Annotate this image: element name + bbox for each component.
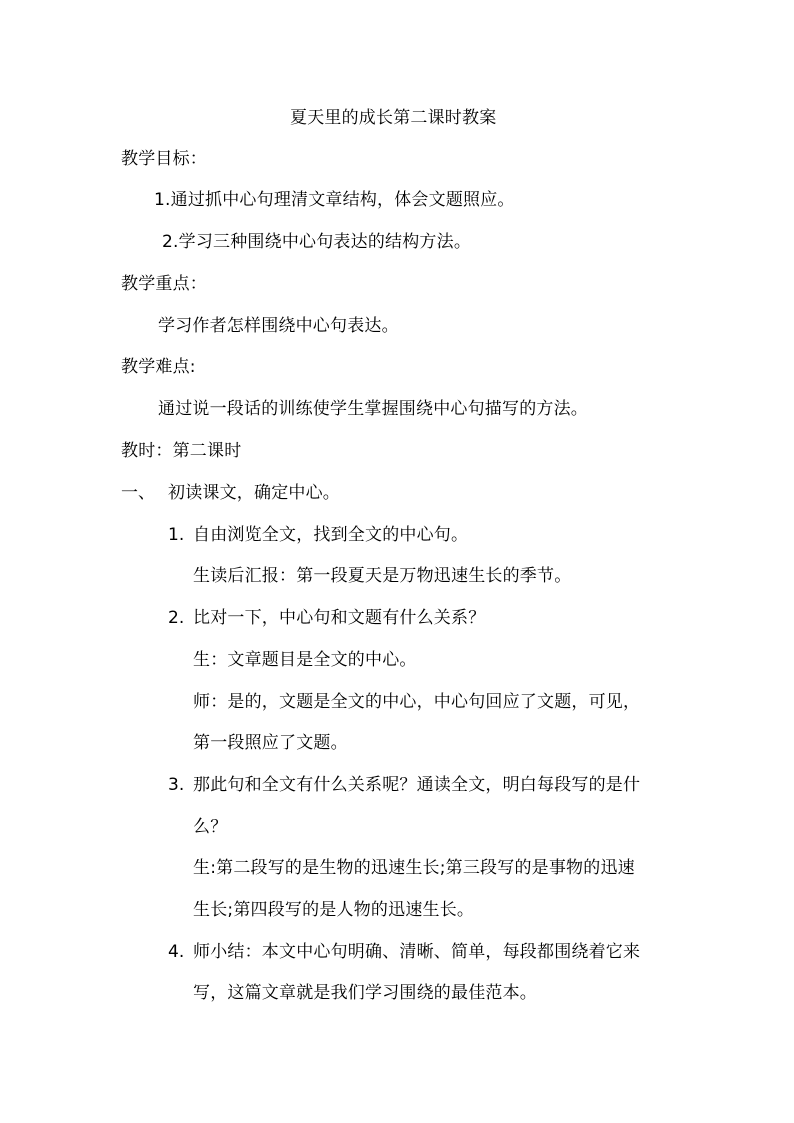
key-point-heading: 教学重点： [121,274,207,294]
list-item-line: 师：是的，文题是全文的中心，中心句回应了文题，可见， [193,692,641,712]
list-item-line: 写，这篇文章就是我们学习围绕的最佳范本。 [193,983,537,1003]
objectives-heading: 教学目标： [121,149,207,169]
objective-2: 2.学习三种围绕中心句表达的结构方法。 [162,232,472,252]
section-heading: 初读课文，确定中心。 [168,483,340,503]
key-point-text: 学习作者怎样围绕中心句表达。 [158,316,399,336]
list-item-line: 生长;第四段写的是人物的迅速生长。 [193,900,475,920]
list-item-line: 那此句和全文有什么关系呢？通读全文，明白每段写的是什 [193,775,641,795]
difficulty-heading: 教学难点: [121,357,196,377]
list-item-line: 比对一下，中心句和文题有什么关系？ [193,608,486,628]
list-item-line: 生读后汇报：第一段夏天是万物迅速生长的季节。 [193,566,572,586]
list-item-line: 师小结：本文中心句明确、清晰、简单，每段都围绕着它来 [193,942,641,962]
list-item-line: 自由浏览全文，找到全文的中心句。 [193,525,469,545]
list-item-line: 么？ [193,817,228,837]
list-item-line: 第一段照应了文题。 [193,733,348,753]
list-item-line: 生：文章题目是全文的中心。 [193,650,417,670]
list-item-number: 1. [168,525,185,545]
list-item-number: 3. [168,775,185,795]
list-item-number: 4. [168,942,185,962]
period-line: 教时：第二课时 [121,441,242,461]
section-marker: 一、 [121,483,155,503]
list-item-number: 2. [168,608,185,628]
objective-1: 1.通过抓中心句理清文章结构，体会文题照应。 [154,190,515,210]
document-title: 夏天里的成长第二课时教案 [290,108,497,128]
difficulty-text: 通过说一段话的训练使学生掌握围绕中心句描写的方法。 [158,399,588,419]
list-item-line: 生:第二段写的是生物的迅速生长;第三段写的是事物的迅速 [193,858,635,878]
